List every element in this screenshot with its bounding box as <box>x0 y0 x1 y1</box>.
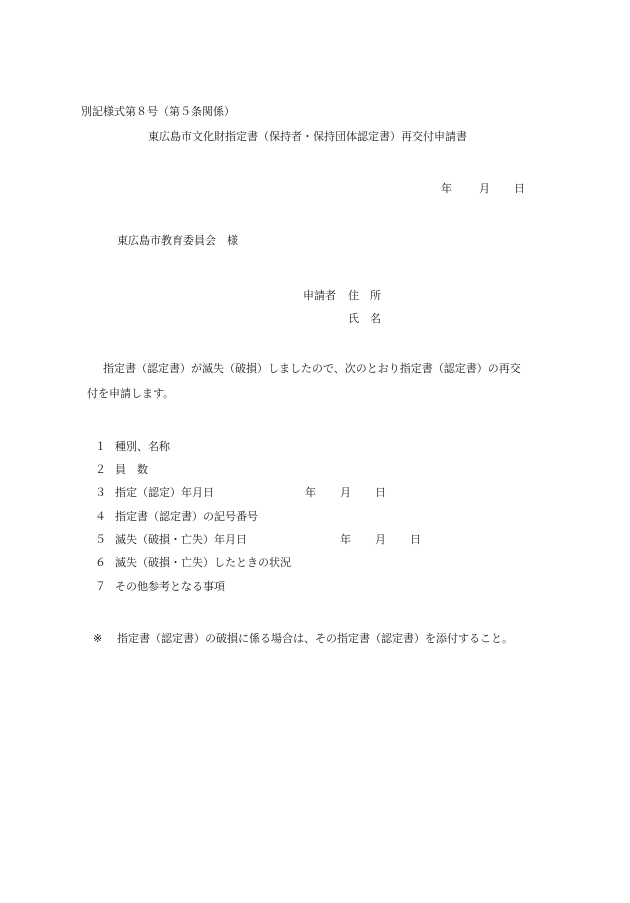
body-text-line-1: 指定書（認定書）が滅失（破損）しましたので、次のとおり指定書（認定書）の再交 <box>103 362 521 375</box>
item5-day-label: 日 <box>410 533 421 546</box>
item5-year-label: 年 <box>340 533 351 546</box>
list-item <box>95 533 247 547</box>
list-item <box>95 580 225 594</box>
date-day-label: 日 <box>514 182 525 195</box>
item-text: 指定書（認定書）の記号番号 <box>115 510 258 523</box>
applicant-label: 申請者 <box>303 289 336 302</box>
list-item <box>95 510 258 524</box>
note-text: 指定書（認定書）の破損に係る場合は、その指定書（認定書）を添付すること。 <box>117 632 513 645</box>
item-number: ６ <box>95 556 106 569</box>
item-number: １ <box>95 440 106 453</box>
item-number: ５ <box>95 533 106 546</box>
item-text: 種別、名称 <box>115 440 170 453</box>
body-text-line-2: 付を申請します。 <box>87 387 175 400</box>
list-item <box>95 556 291 570</box>
applicant-address-label: 住 所 <box>348 289 381 302</box>
applicant-name-label: 氏 名 <box>348 312 381 325</box>
item-text: 滅失（破損・亡失）年月日 <box>115 533 247 546</box>
form-number: 別記様式第８号（第５条関係） <box>81 105 235 118</box>
item-number: ４ <box>95 510 106 523</box>
document-title: 東広島市文化財指定書（保持者・保持団体認定書）再交付申請書 <box>148 130 467 143</box>
item5-month-label: 月 <box>375 533 386 546</box>
item3-month-label: 月 <box>340 486 351 499</box>
date-year-label: 年 <box>441 182 452 195</box>
item-text: その他参考となる事項 <box>115 580 225 593</box>
list-item <box>95 486 214 500</box>
date-month-label: 月 <box>479 182 490 195</box>
item-text: 員 数 <box>115 463 148 476</box>
note-mark: ※ <box>93 632 103 645</box>
item-text: 滅失（破損・亡失）したときの状況 <box>115 556 291 569</box>
item-text: 指定（認定）年月日 <box>115 486 214 499</box>
item-number: ３ <box>95 486 106 499</box>
item-number: ２ <box>95 463 106 476</box>
item-number: ７ <box>95 580 106 593</box>
item3-day-label: 日 <box>375 486 386 499</box>
list-item <box>95 463 148 477</box>
list-item <box>95 440 170 454</box>
item3-year-label: 年 <box>305 486 316 499</box>
addressee: 東広島市教育委員会 様 <box>117 234 238 247</box>
